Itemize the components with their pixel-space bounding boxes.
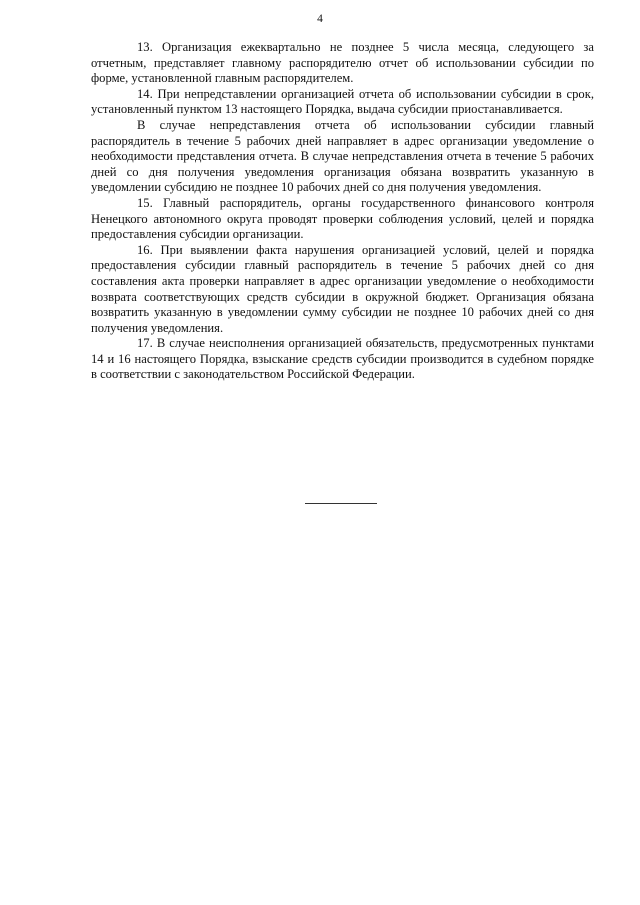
- end-of-document-divider: [305, 503, 377, 504]
- paragraph-item-14-continuation: В случае непредставления отчета об использовании субсидии главный распорядитель в течение 5 рабочих дней направляет в адрес организации уведомление о необходимости представления отчета. В случае непредставления отчета в течение 5 рабочих дней со дня получения уведомления организация обязана возвратить указанную в уведомлении субсидию не позднее 10 рабочих дней со дня получения уведомления.: [91, 117, 594, 195]
- paragraph-item-15: 15. Главный распорядитель, органы государственного финансового контроля Ненецкого автономного округа проводят проверки соблюдения условий, целей и порядка предоставления субсидии организации.: [91, 195, 594, 242]
- paragraph-item-16: 16. При выявлении факта нарушения организацией условий, целей и порядка предоставления субсидии главный распорядитель в течение 5 рабочих дней со дня составления акта проверки направляет в адрес организации уведомление о необходимости возврата соответствующих средств субсидии в окружной бюджет. Организация обязана возвратить указанную в уведомлении сумму субсидии не позднее 10 рабочих дней со дня получения уведомления.: [91, 242, 594, 335]
- page-number: 4: [317, 13, 323, 25]
- paragraph-item-13: 13. Организация ежеквартально не позднее 5 числа месяца, следующего за отчетным, представляет главному распорядителю отчет об использовании субсидии по форме, установленной главным распорядителем.: [91, 40, 594, 86]
- document-body: [91, 40, 594, 383]
- paragraph-item-14: 14. При непредставлении организацией отчета об использовании субсидии в срок, установленный пунктом 13 настоящего Порядка, выдача субсидии приостанавливается.: [91, 86, 594, 117]
- paragraph-item-17: 17. В случае неисполнения организацией обязательств, предусмотренных пунктами 14 и 16 настоящего Порядка, взыскание средств субсидии производится в судебном порядке в соответствии с законодательством Российской Федерации.: [91, 336, 594, 382]
